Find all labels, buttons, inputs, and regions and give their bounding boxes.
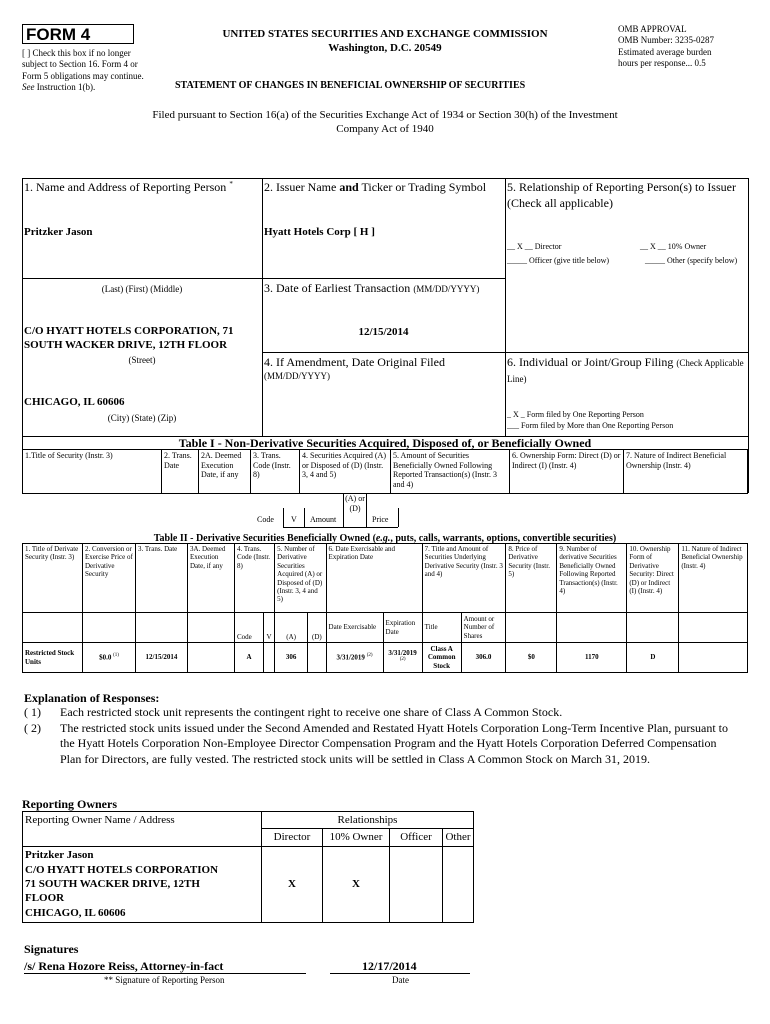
owners-col-other: Other [443,829,474,846]
explanation-item: ( 1) Each restricted stock unit represents the contingent right to receive one share of Class A Common Stock. [24,705,563,719]
t2-data-row [23,643,748,673]
t1-col-code: 3. Trans. Code (Instr. 8) [251,450,300,494]
filed-pursuant: Filed pursuant to Section 16(a) of the Securities Exchange Act of 1934 or Section 30(h) of the Investment Company Act of 1940 [152,109,618,136]
name-caption: (Last) (First) (Middle) [101,284,183,294]
t2-row-acquired: 306 [275,643,308,673]
t1-col-title: 1.Title of Security (Instr. 3) [23,450,162,494]
t1-sub-price: Price [372,515,389,524]
ten-pct-owner-check: __ X __ 10% Owner [640,242,707,251]
table2-derivative [22,543,748,673]
t2-sub-exercisable: Date Exercisable [326,613,383,643]
t2-col-price: 8. Price of Derivative Security (Instr. 5) [506,544,557,613]
box6-label: 6. Individual or Joint/Group Filing (Check Applicable Line) [507,355,744,384]
city-caption: (City) (State) (Zip) [107,413,177,423]
signature-date: 12/17/2014 [362,959,417,973]
t1-sub-amount: Amount [310,515,337,524]
officer-check: _____ Officer (give title below) [507,256,610,265]
t2-sub-d: (D) [308,613,326,643]
signer-name: /s/ Rena Hozore Reiss, Attorney-in-fact [24,959,224,973]
t2-col-conversion: 2. Conversion or Exercise Price of Derivative Security [83,544,136,613]
t2-sub-v: V [264,613,275,643]
agency-name: UNITED STATES SECURITIES AND EXCHANGE COMMISSION [222,28,548,40]
owners-col-ten: 10% Owner [323,829,390,846]
t2-col-number: 5. Number of Derivative Securities Acquired (A) or Disposed of (D) (Instr. 3, 4 and 5) [275,544,326,613]
t2-row-form: D [627,643,679,673]
t2-row-price: $0 [506,643,557,673]
reporting-person-street: C/O HYATT HOTELS CORPORATION, 71 SOUTH WACKER DRIVE, 12TH FLOOR [24,325,234,352]
signatures-heading: Signatures [24,942,79,956]
signature-caption: ** Signature of Reporting Person [104,975,225,985]
agency-city: Washington, D.C. 20549 [328,42,442,54]
t2-row-date: 12/15/2014 [136,643,188,673]
owner-name-address: Pritzker Jason C/O HYATT HOTELS CORPORATION 71 SOUTH WACKER DRIVE, 12TH FLOOR CHICAGO, IL 60606 [23,846,262,922]
t2-sub-code: Code [235,613,264,643]
t2-col-deemed: 3A. Deemed Execution Date, if any [188,544,235,613]
t2-sub-a: (A) [275,613,308,643]
box5-label: 5. Relationship of Reporting Person(s) to Issuer (Check all applicable) [507,180,736,210]
t1-col-securities: 4. Securities Acquired (A) or Disposed of (D) (Instr. 3, 4 and 5) [300,450,391,494]
t2-row-conversion: $0.0 $^{(1)}$ [83,643,136,673]
t2-col-form: 10. Ownership Form of Derivative Security: Direct (D) or Indirect (I) (Instr. 4) [627,544,679,613]
t1-sub-v: V [291,515,297,524]
box3-label: 3. Date of Earliest Transaction (MM/DD/YYYY) [264,281,480,295]
t2-row-code: A [235,643,264,673]
t1-sub-code: Code [257,515,274,524]
explanation-heading: Explanation of Responses: [24,691,160,705]
t2-row-title: Class A Common Stock [422,643,461,673]
table1-title: Table I - Non-Derivative Securities Acquired, Disposed of, or Beneficially Owned [178,436,592,450]
checkbox-note: [ ] Check this box if no longer subject to Section 16. Form 4 or Form 5 obligations may continue. See Instruction 1(b). [22,48,144,92]
earliest-transaction-date: 12/15/2014 [358,326,409,338]
form-title: FORM 4 [22,24,134,44]
t2-sub-expiration: Expiration Date [383,613,422,643]
t1-col-date: 2. Trans. Date [162,450,199,494]
t2-col-exercisable: 6. Date Exercisable and Expiration Date [326,544,422,613]
explanation-item: ( 2) The restricted stock units issued under the Second Amended and Restated Hyatt Hotels Corporation Long-Term Incentive Plan, pursuant to the Hyatt Hotels Corporation Non-Employee Director Compensation Program and the Hyatt Hotels Corporation Deferred Compensation Plan for Directors, are fully vested. The restricted stock units will be settled in Class A Common Stock on March 31, 2019. [24,720,729,766]
box1-label: 1. Name and Address of Reporting Person * [24,180,233,194]
date-caption: Date [392,975,409,985]
t2-row-security: Restricted Stock Units [23,643,83,673]
t2-row-owned: 1170 [557,643,627,673]
t2-row-exercisable: 3/31/2019 $^{(2)}$ [326,643,383,673]
owner-ten-mark: X [323,846,390,922]
owner-director-mark: X [262,846,323,922]
owner-other-mark [443,846,474,922]
t2-col-underlying: 7. Title and Amount of Securities Underlying Derivative Security (Instr. 3 and 4) [422,544,506,613]
t1-col-deemed: 2A. Deemed Execution Date, if any [199,450,251,494]
reporting-person-city: CHICAGO, IL 60606 [24,396,125,408]
reporting-owners-table [22,811,474,923]
other-check: _____ Other (specify below) [645,256,738,265]
omb-approval: OMB APPROVAL OMB Number: 3235-0287 Estimated average burden hours per response... 0.5 [618,24,714,68]
t2-col-date: 3. Trans. Date [136,544,188,613]
t2-sub-amount: Amount or Number of Shares [461,613,506,643]
owners-col-director: Director [262,829,323,846]
table1-nonderivative [22,449,748,494]
table2-title: Table II - Derivative Securities Beneficially Owned (e.g., puts, calls, warrants, options, convertible securities) [153,533,617,544]
statement-title: STATEMENT OF CHANGES IN BENEFICIAL OWNERSHIP OF SECURITIES [175,80,526,91]
t2-col-code: 4. Trans. Code (Instr. 8) [235,544,275,613]
t1-col-amount: 5. Amount of Securities Beneficially Owned Following Reported Transaction(s) (Instr. 3 and 4) [391,450,510,494]
t2-col-title: 1. Title of Derivate Security (Instr. 3) [23,544,83,613]
t2-col-owned: 9. Number of derivative Securities Beneficially Owned Following Reported Transaction(s) (Instr. 4) [557,544,627,613]
t2-row-amount: 306.0 [461,643,506,673]
t2-sub-title: Title [422,613,461,643]
director-check: __ X __ Director [507,242,562,251]
street-caption: (Street) [128,355,156,365]
t2-row-expiration: 3/31/2019 $^{(2)}$ [383,643,422,673]
issuer-name: Hyatt Hotels Corp [ H ] [264,226,375,238]
t1-sub-aord: (A) or (D) [345,494,365,513]
t2-col-nature: 11. Nature of Indirect Beneficial Ownership (Instr. 4) [679,544,748,613]
filed-by-more: ___ Form filed by More than One Reporting Person [507,421,674,430]
owners-col-name: Reporting Owner Name / Address [23,812,262,847]
t1-col-nature: 7. Nature of Indirect Beneficial Ownership (Instr. 4) [624,450,748,494]
owners-heading: Reporting Owners [22,797,117,811]
box4-label: 4. If Amendment, Date Original Filed (MM/DD/YYYY) [264,355,445,381]
t1-col-ownership: 6. Ownership Form: Direct (D) or Indirect (I) (Instr. 4) [510,450,624,494]
box2-label: 2. Issuer Name and Ticker or Trading Symbol [264,180,487,194]
explanation-list [24,705,740,767]
filed-by-one: _ X _ Form filed by One Reporting Person [507,410,644,419]
owners-col-officer: Officer [390,829,443,846]
owners-col-relationships: Relationships [262,812,474,829]
owner-officer-mark [390,846,443,922]
reporting-person-name: Pritzker Jason [24,226,93,238]
